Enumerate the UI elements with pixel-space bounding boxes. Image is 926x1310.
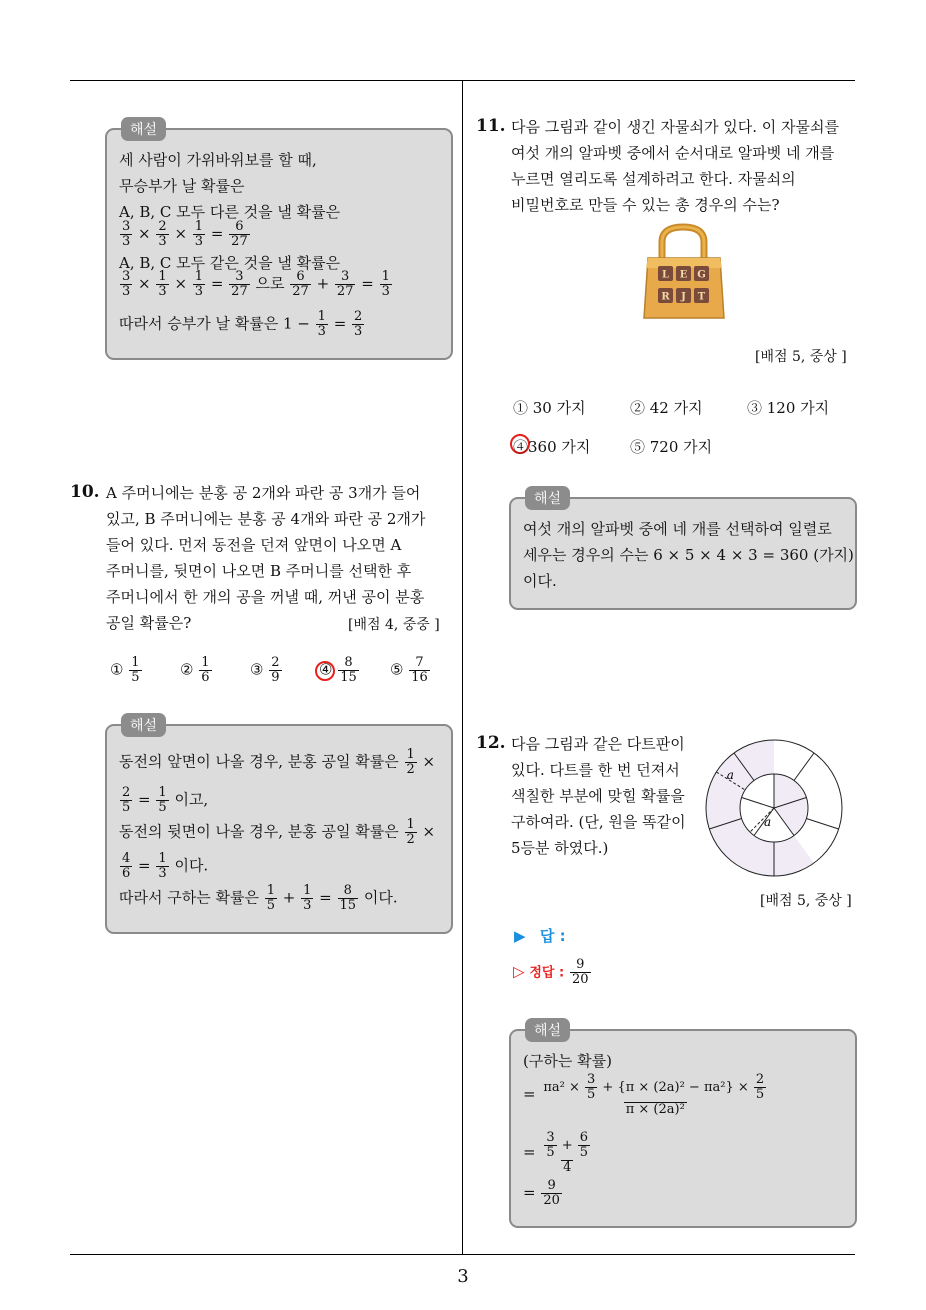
q12-answer-row: ▶ 답 : (514, 927, 566, 945)
sol-prev-formula1: $\frac{3}{3}$ × $\frac{2}{3}$ × $\frac{1}{3}$ = $\frac{6}{27}$ (122, 219, 248, 249)
correct-arrow-icon: ▷ (513, 962, 525, 981)
padlock-illustration (640, 222, 726, 322)
solution-box-q10 (105, 718, 453, 934)
q10-choice-4[interactable]: ④ $\frac{8}{15}$ (319, 655, 357, 685)
solution-tag: 해설 (525, 486, 570, 510)
lock-key-G: G (697, 269, 706, 281)
sol-prev-formula3: 따라서 승부가 날 확률은 1 − $\frac{1}{3}$ = $\frac{2}{3}$ (119, 309, 363, 339)
q11-sol-line2: 세우는 경우의 수는 6 × 5 × 4 × 3 = 360 (가지) (523, 546, 854, 564)
q12-line: 색칠한 부분에 맞힐 확률을 (511, 787, 685, 805)
q10-line: A 주머니에는 분홍 공 2개와 파란 공 3개가 들어 (106, 484, 421, 502)
q11-choice-2[interactable]: ② 42 가지 (630, 399, 703, 417)
q12-line: 구하여라. (단, 원을 똑같이 (511, 813, 686, 831)
lock-key-E: E (679, 269, 688, 281)
sol-prev-line3: A, B, C 모두 다른 것을 낼 확률은 (119, 203, 341, 221)
q10-sol-line5: 따라서 구하는 확률은 $\frac{1}{5}$ + $\frac{1}{3}$ = $\frac{8}{15}$ 이다. (119, 883, 398, 913)
answer-arrow-icon: ▶ (514, 927, 526, 945)
lock-key-T: T (697, 291, 706, 303)
column-divider (462, 81, 463, 1254)
q10-meta: [배점 4, 중중 ] (348, 617, 440, 633)
q10-sol-line3: 동전의 뒷면이 나올 경우, 분홍 공일 확률은 $\frac{1}{2}$ × (119, 817, 436, 847)
q11-choice-3[interactable]: ③ 120 가지 (747, 399, 830, 417)
q12-meta: [배점 5, 중상 ] (760, 893, 852, 909)
q10-line: 있고, B 주머니에는 분홍 공 4개와 파란 공 2개가 (106, 510, 426, 528)
q10-sol-line1: 동전의 앞면이 나올 경우, 분홍 공일 확률은 $\frac{1}{2}$ × (119, 747, 436, 777)
q12-sol-formula1: = πa² × $\frac{3}{5}$ + {π × (2a)² − πa²} × $\frac{2}{5}$ π × (2a)² (523, 1072, 765, 1117)
dart-outer-divider (794, 753, 814, 781)
sol-prev-formula2: $\frac{3}{3}$ × $\frac{1}{3}$ × $\frac{1}{3}$ = $\frac{3}{27}$ 으로 $\frac{6}{27}$ + $\frac{3}{27}$ = $\frac{1}{3}$ (122, 269, 390, 299)
dart-label-inner-a: a (763, 815, 772, 830)
q11-choice-5[interactable]: ⑤ 720 가지 (630, 438, 713, 456)
q12-line: 있다. 다트를 한 번 던져서 (511, 761, 680, 779)
dartboard-figure (703, 737, 845, 879)
q11-choice-4[interactable]: ④360 가지 (513, 438, 591, 456)
q10-line: 주머니를, 뒷면이 나오면 B 주머니를 선택한 후 (106, 562, 412, 580)
solution-box-prev (105, 122, 453, 360)
page-number: 3 (457, 1266, 469, 1287)
solution-tag: 해설 (121, 117, 166, 141)
q10-line: 공일 확률은? (106, 614, 192, 632)
q10-choice-5[interactable]: ⑤ $\frac{7}{16}$ (390, 655, 428, 685)
solution-tag: 해설 (525, 1018, 570, 1042)
q10-choice-2[interactable]: ② $\frac{1}{6}$ (180, 655, 210, 685)
q10-choice-3[interactable]: ③ $\frac{2}{9}$ (250, 655, 280, 685)
dart-label-outer-a: a (726, 767, 734, 782)
q10-line: 들어 있다. 먼저 동전을 던져 앞면이 나오면 A (106, 536, 402, 554)
bottom-rule (70, 1254, 855, 1255)
q10-line: 주머니에서 한 개의 공을 꺼낼 때, 꺼낸 공이 분홍 (106, 588, 425, 606)
q11-sol-line3: 이다. (523, 572, 557, 590)
solution-box-q11 (509, 491, 857, 610)
lock-key-R: R (661, 291, 670, 303)
dart-outer-divider (806, 819, 838, 830)
q11-sol-line1: 여섯 개의 알파벳 중에 네 개를 선택하여 일렬로 (523, 520, 832, 538)
q11-line: 비밀번호로 만들 수 있는 총 경우의 수는? (511, 196, 780, 214)
q12-sol-formula2: = $\frac{3}{5}$ + $\frac{6}{5}$ 4 (523, 1130, 589, 1175)
q11-choice-1[interactable]: ① 30 가지 (513, 399, 586, 417)
q10-sol-line4: $\frac{4}{6}$ = $\frac{1}{3}$ 이다. (122, 851, 209, 881)
q11-number: 11. (476, 116, 506, 136)
dart-inner-divider (742, 797, 774, 808)
q10-choice-1[interactable]: ① $\frac{1}{5}$ (110, 655, 140, 685)
q12-line: 다음 그림과 같은 다트판이 (511, 735, 685, 753)
q11-line: 누르면 열리도록 설계하려고 한다. 자물쇠의 (511, 170, 796, 188)
q12-sol-formula3: = $\frac{9}{20}$ (523, 1178, 560, 1208)
q12-correct-row: ▷ 정답 : $\frac{9}{20}$ (513, 957, 589, 987)
q11-meta: [배점 5, 중상 ] (755, 349, 847, 365)
sol-prev-line1: 세 사람이 가위바위보를 할 때, (119, 151, 317, 169)
q12-number: 12. (476, 733, 506, 753)
q11-line: 여섯 개의 알파벳 중에서 순서대로 알파벳 네 개를 (511, 144, 835, 162)
q10-sol-line2: $\frac{2}{5}$ = $\frac{1}{5}$ 이고, (122, 785, 209, 815)
sol-prev-line5: A, B, C 모두 같은 것을 낼 확률은 (119, 254, 341, 272)
q10-number: 10. (70, 482, 100, 502)
solution-box-q12 (509, 1023, 857, 1228)
solution-tag: 해설 (121, 713, 166, 737)
q11-line: 다음 그림과 같이 생긴 자물쇠가 있다. 이 자물쇠를 (511, 118, 839, 136)
q12-sol-line1: (구하는 확률) (523, 1052, 612, 1070)
lock-key-J: J (681, 291, 686, 303)
sol-prev-line2: 무승부가 날 확률은 (119, 177, 245, 195)
q12-line: 5등분 하였다.) (511, 839, 609, 857)
lock-key-L: L (661, 269, 670, 281)
